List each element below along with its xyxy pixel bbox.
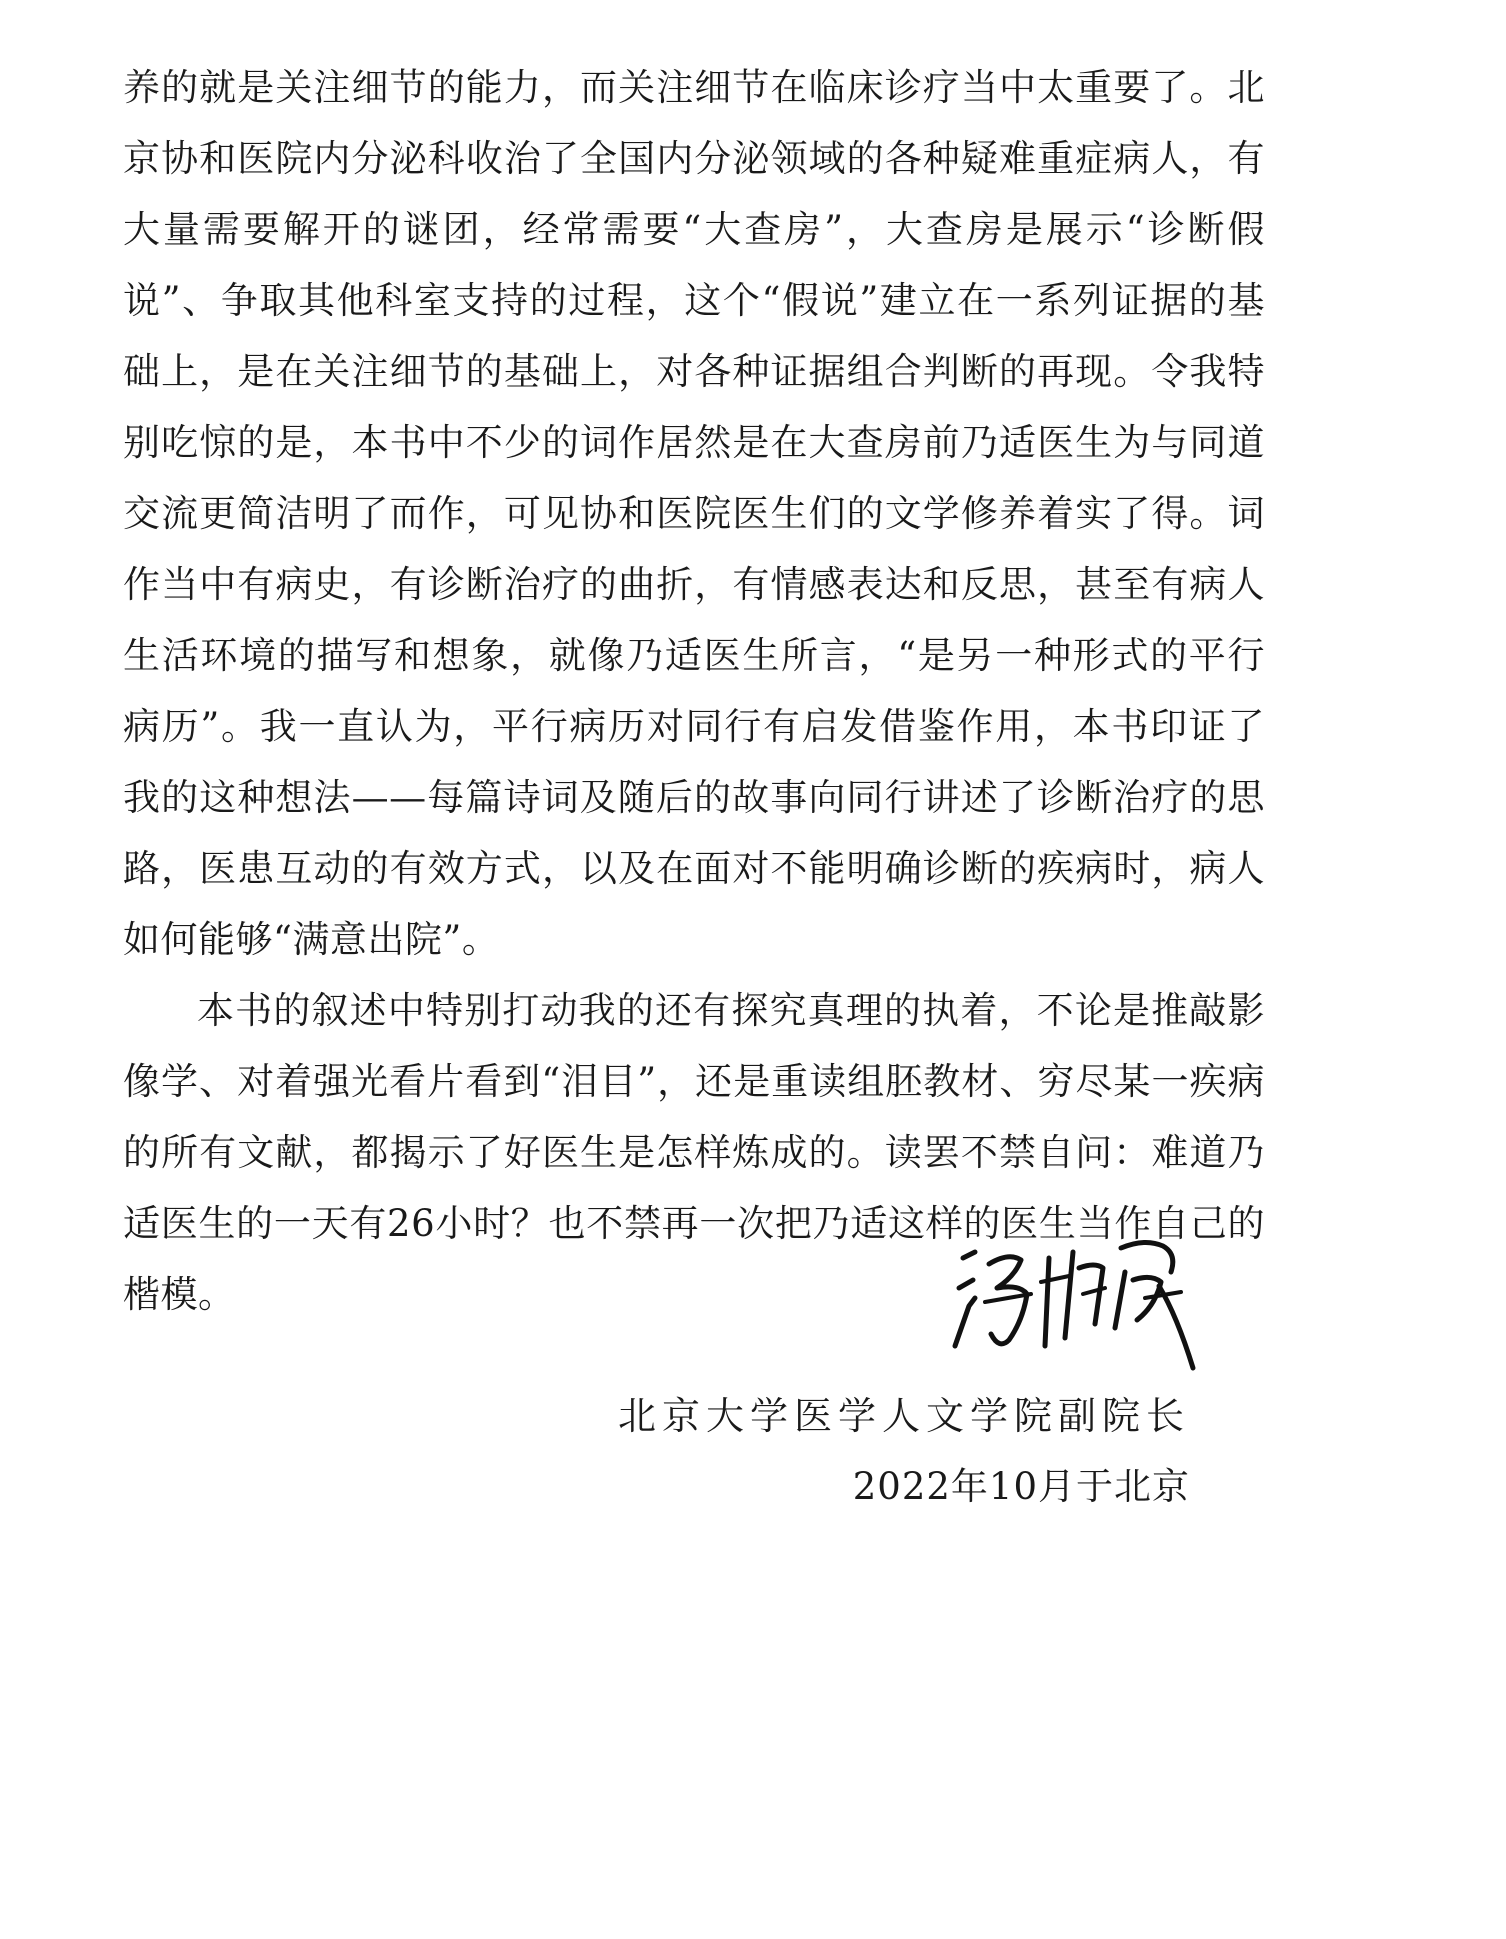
paragraph-1: 养的就是关注细节的能力，而关注细节在临床诊疗当中太重要了。北京协和医院内分泌科收治了全国内分泌领域的各种疑难重症病人，有大量需要解开的谜团，经常需要“大查房”，大查房是展示“诊断假说”、争取其他科室支持的过程，这个“假说”建立在一系列证据的基础上，是在关注细节的基础上，对各种证据组合判断的再现。令我特别吃惊的是，本书中不少的词作居然是在大查房前乃适医生为与同道交流更简洁明了而作，可见协和医院医生们的文学修养着实了得。词作当中有病史，有诊断治疗的曲折，有情感表达和反思，甚至有病人生活环境的描写和想象，就像乃适医生所言，“是另一种形式的平行病历”。我一直认为，平行病历对同行有启发借鉴作用，本书印证了我的这种想法——每篇诗词及随后的故事向同行讲述了诊断治疗的思路，医患互动的有效方式，以及在面对不能明确诊断的疾病时，病人如何能够“满意出院”。 bbox=[123, 66, 1265, 961]
handwritten-signature-icon bbox=[945, 1228, 1210, 1378]
paragraph-2: 本书的叙述中特别打动我的还有探究真理的执着，不论是推敲影像学、对着强光看片看到“泪目”，还是重读组胚教材、穷尽某一疾病的所有文献，都揭示了好医生是怎样炼成的。读罢不禁自问：难道乃适医生的一天有26小时？也不禁再一次把乃适这样的医生当作自己的楷模。 bbox=[123, 989, 1265, 1316]
date-and-place: 2022年10月于北京 bbox=[852, 1465, 1190, 1508]
body-text bbox=[123, 52, 1265, 1330]
author-affiliation: 北京大学医学人文学院副院长 bbox=[617, 1394, 1190, 1438]
